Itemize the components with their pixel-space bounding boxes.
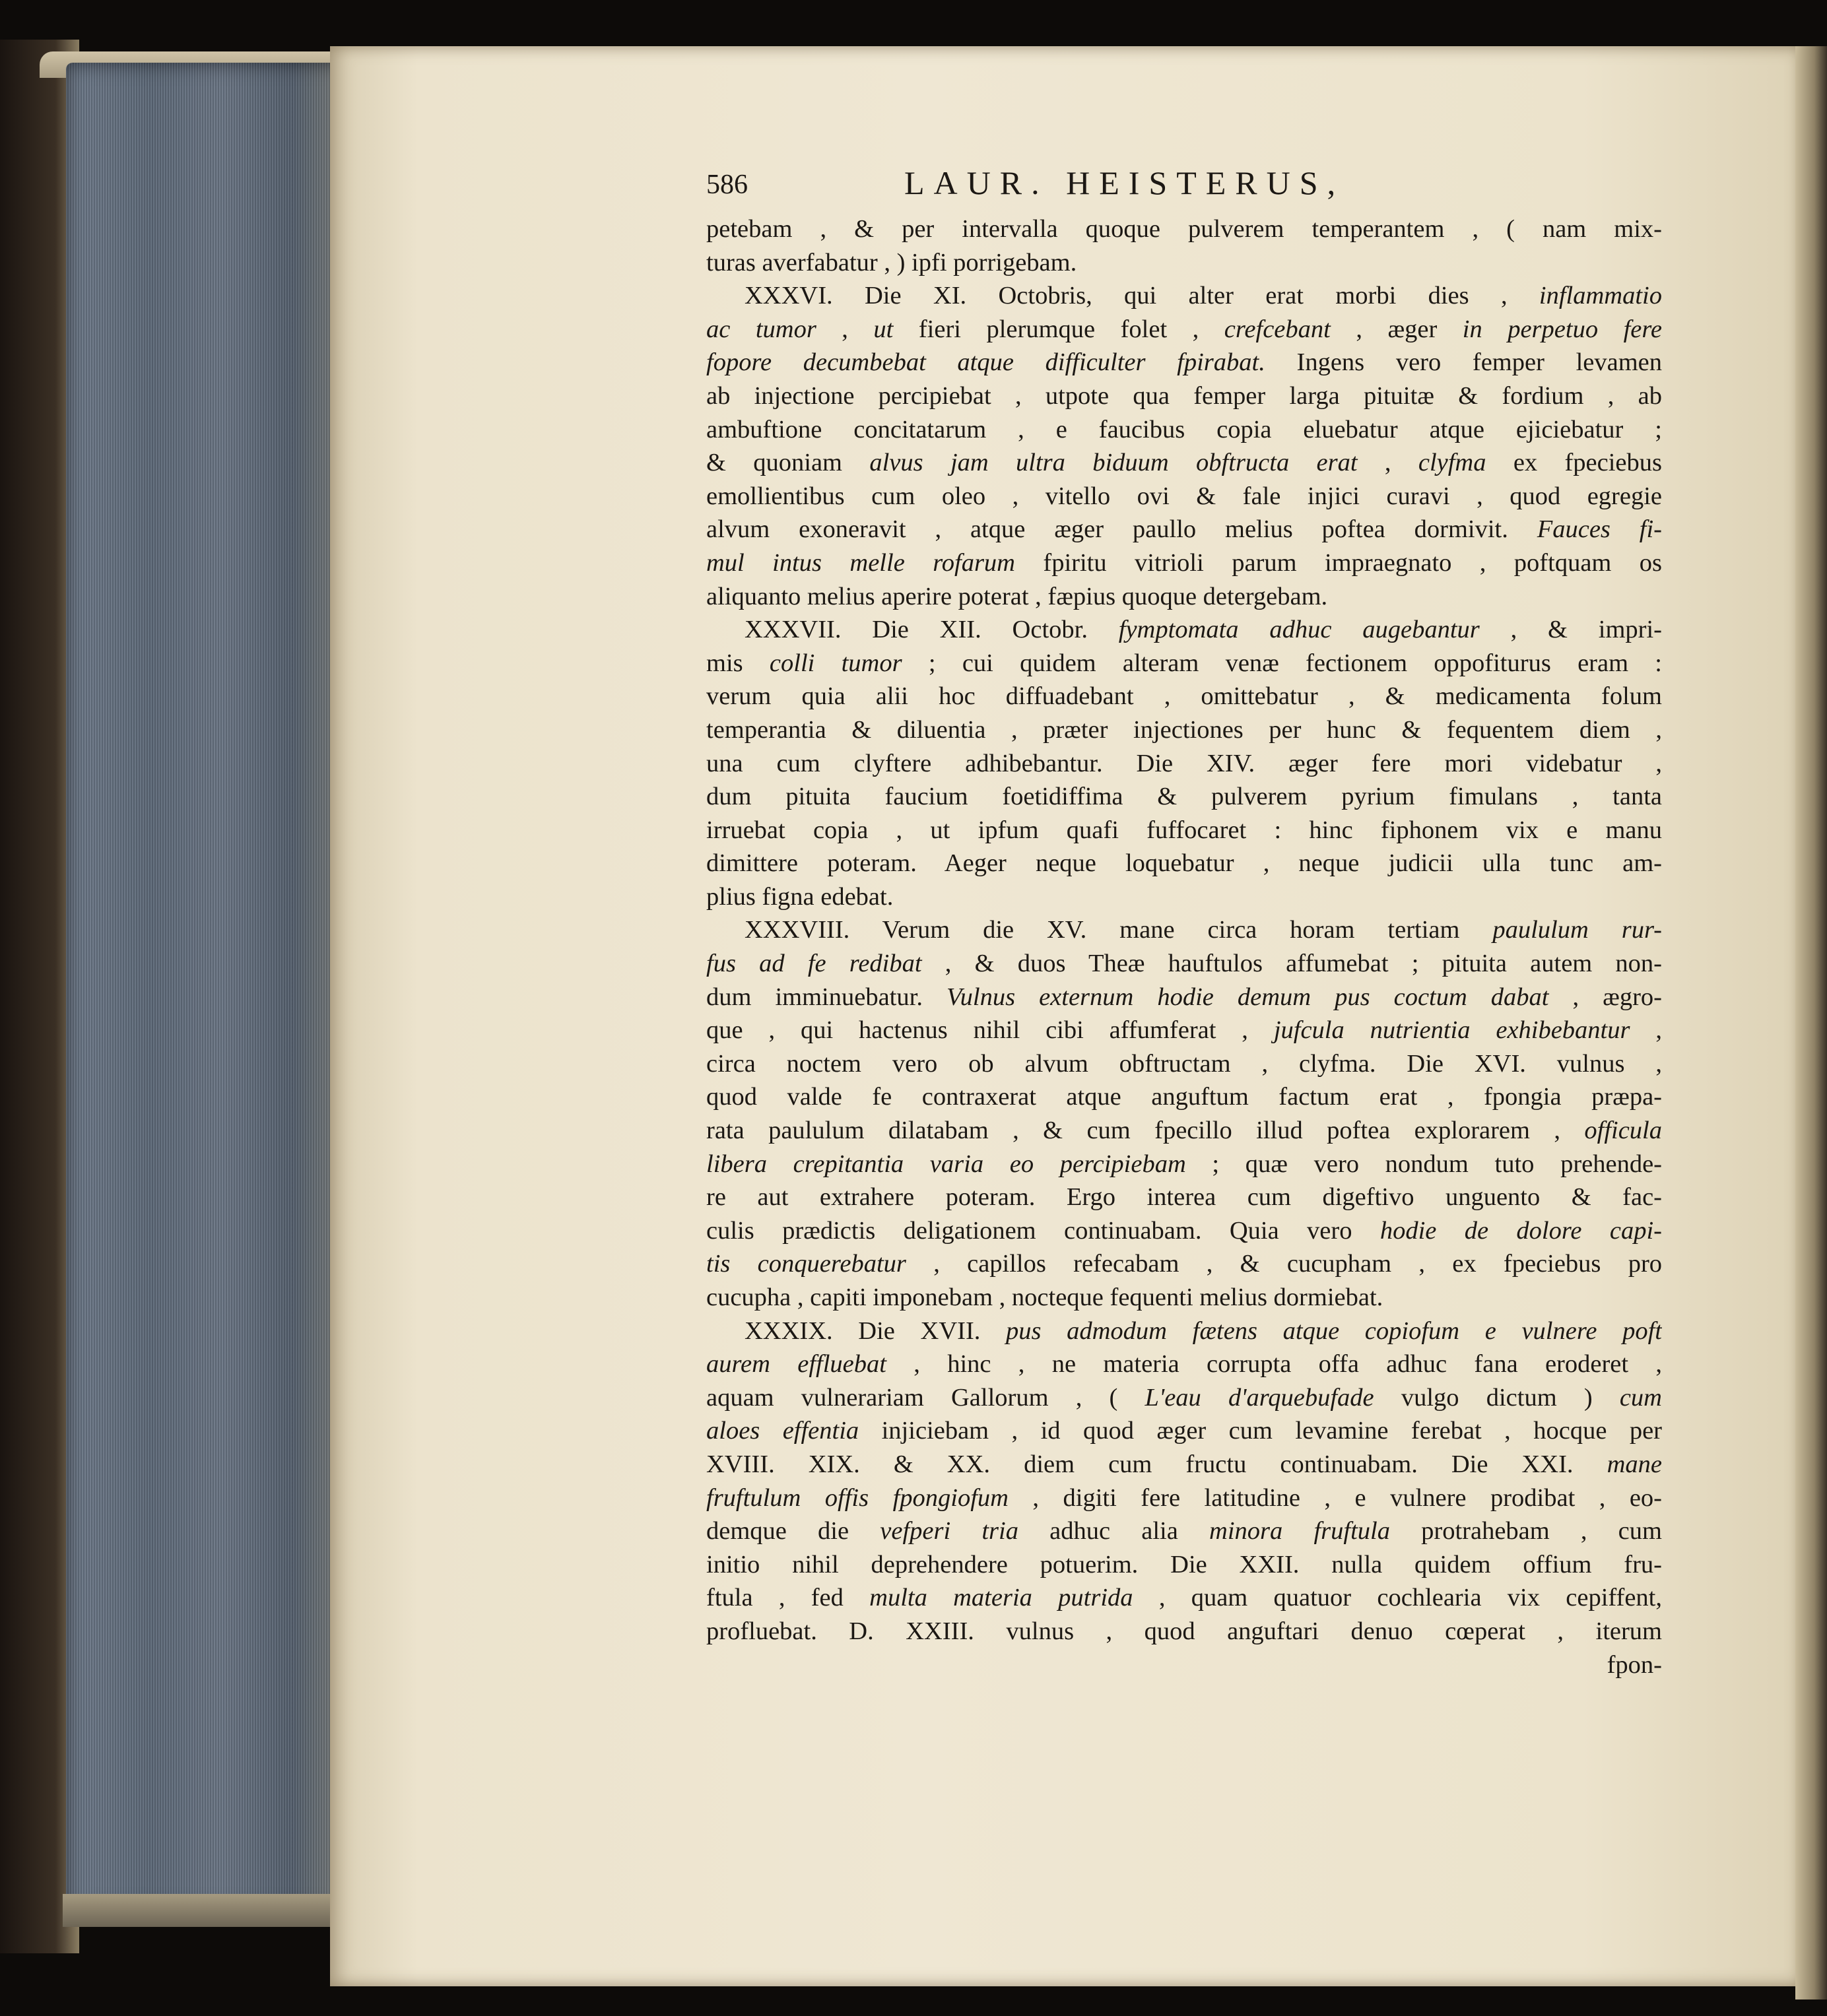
text-run: aquam vulnerariam Gallorum , (: [706, 1383, 1145, 1412]
text-line: [706, 480, 1662, 513]
italic-text: minora fruftula: [1209, 1517, 1390, 1545]
text-run: ; cui quidem alteram venæ fectionem oppofiturus eram :: [902, 649, 1662, 677]
text-line: [706, 913, 1662, 947]
italic-text: clyfma: [1418, 449, 1486, 477]
text-line: [706, 847, 1662, 880]
text-run: vulgo dictum ): [1374, 1383, 1620, 1412]
text-run: XXXVII. Die XII. Octobr.: [745, 616, 1119, 644]
italic-text: paululum rur-: [1492, 916, 1662, 944]
text-run: plius figna edebat.: [706, 882, 894, 911]
text-run: temperantia & diluentia , præter injectiones per hunc & fequentem diem ,: [706, 715, 1662, 744]
italic-text: tis conquerebatur: [706, 1250, 906, 1278]
running-head-title: LAUR. HEISTERUS,: [904, 164, 1345, 201]
text-run: Ingens vero femper levamen: [1265, 348, 1662, 377]
text-run: re aut extrahere poteram. Ergo interea cum digeftivo unguento & fac-: [706, 1183, 1662, 1212]
text-line: [706, 1548, 1662, 1582]
page-number: 586: [706, 170, 748, 200]
running-head: [706, 156, 1662, 209]
text-run: cucupha , capiti imponebam , nocteque fequenti melius dormiebat.: [706, 1284, 1383, 1311]
text-run: XVIII. XIX. & XX. diem cum fructu continuabam. Die XXI.: [706, 1450, 1607, 1478]
text-run: , & duos Theæ hauftulos affumebat ; pituita autem non-: [921, 950, 1662, 978]
text-line: [706, 1514, 1662, 1548]
text-run: initio nihil deprehendere potuerim. Die XXII. nulla quidem offium fru-: [706, 1550, 1662, 1578]
italic-text: Fauces fi-: [1537, 515, 1662, 544]
text-run: culis prædictis deligationem continuabam. Quia vero: [706, 1216, 1380, 1245]
italic-text: vefperi tria: [880, 1517, 1018, 1545]
text-run: XXXVIII. Verum die XV. mane circa horam tertiam: [745, 916, 1493, 944]
text-line: [706, 1481, 1662, 1515]
text-line: [706, 981, 1662, 1014]
text-line: [706, 747, 1662, 781]
text-run: XXXIX. Die XVII.: [745, 1317, 1007, 1345]
text-line: [706, 680, 1662, 713]
text-run: XXXVI. Die XI. Octobris, qui alter erat morbi dies ,: [745, 282, 1539, 310]
text-line: [706, 1581, 1662, 1615]
italic-text: aurem effluebat: [706, 1350, 886, 1379]
text-run: rata paululum dilatabam , & cum fpecillo illud poftea explorarem ,: [706, 1117, 1585, 1145]
text-run: ab injectione percipiebat , utpote qua femper larga pituitæ & fordium , ab: [706, 381, 1662, 410]
text-run: , quam quatuor cochlearia vix cepiffent,: [1133, 1584, 1662, 1612]
text-run: ; quæ vero nondum tuto prehende-: [1185, 1150, 1662, 1178]
italic-text: ac tumor: [706, 315, 816, 343]
text-line: [706, 647, 1662, 680]
text-line: [706, 346, 1662, 379]
text-run: , ægro-: [1548, 983, 1662, 1011]
text-run: & quoniam: [706, 449, 870, 477]
italic-text: mane: [1607, 1450, 1662, 1478]
text-line: [706, 814, 1662, 847]
text-line: [706, 580, 1662, 614]
italic-text: multa materia putrida: [869, 1584, 1133, 1612]
italic-text: fymptomata adhuc augebantur: [1118, 616, 1480, 644]
text-line: [706, 713, 1662, 747]
text-run: ,: [1630, 1016, 1662, 1045]
italic-text: fopore decumbebat atque difficulter fpirabat.: [706, 348, 1265, 377]
text-run: fpiritu vitrioli parum impraegnato , poftquam os: [1014, 548, 1662, 577]
italic-text: cum: [1619, 1383, 1662, 1412]
text-run: protrahebam , cum: [1389, 1517, 1662, 1545]
text-run: quod valde fe contraxerat atque anguftum factum erat , fpongia præpa-: [706, 1083, 1662, 1111]
text-run: injiciebam , id quod æger cum levamine ferebat , hocque per: [859, 1417, 1662, 1445]
text-run: , & impri-: [1479, 616, 1662, 644]
text-run: demque die: [706, 1517, 880, 1545]
text-line: [706, 1414, 1662, 1448]
italic-text: aloes effentia: [706, 1417, 859, 1445]
text-run: adhuc alia: [1018, 1517, 1210, 1545]
text-run: fieri plerumque folet ,: [893, 315, 1224, 343]
text-line: [706, 413, 1662, 447]
text-line: [706, 546, 1662, 580]
text-line: [706, 1114, 1662, 1148]
text-run: dum pituita faucium foetidiffima & pulverem pyrium fimulans , tanta: [706, 783, 1662, 811]
text-line: [706, 1315, 1662, 1348]
text-line: [706, 446, 1662, 480]
italic-text: mul intus melle rofarum: [706, 548, 1015, 577]
italic-text: fruftulum offis fpongiofum: [706, 1483, 1009, 1512]
page-text-block: [706, 156, 1662, 1681]
text-run: ftula , fed: [706, 1584, 870, 1612]
page-block-bottom: [63, 1894, 353, 1927]
italic-text: pus admodum fætens atque copiofum e vulnere poft: [1006, 1317, 1662, 1345]
text-line: [706, 1181, 1662, 1214]
text-run: , æger: [1330, 315, 1463, 343]
text-run: fpon-: [1607, 1650, 1662, 1679]
text-run: una cum clyftere adhibebantur. Die XIV. æger fere mori videbatur ,: [706, 749, 1662, 777]
italic-text: crefcebant: [1224, 315, 1331, 343]
text-run: verum quia alii hoc diffuadebant , omittebatur , & medicamenta folum: [706, 682, 1662, 711]
italic-text: hodie de dolore capi-: [1379, 1216, 1662, 1245]
italic-text: officula: [1584, 1117, 1662, 1145]
text-run: , hinc , ne materia corrupta offa adhuc fana eroderet ,: [886, 1350, 1662, 1379]
text-line: [706, 313, 1662, 346]
italic-text: Vulnus externum hodie demum pus coctum dabat: [946, 983, 1549, 1011]
text-line: [706, 1448, 1662, 1481]
text-line: [706, 513, 1662, 546]
text-line: [706, 1281, 1662, 1315]
italic-text: libera crepitantia varia eo percipiebam: [706, 1150, 1186, 1178]
italic-text: ut: [873, 315, 894, 343]
text-run: ambuftione concitatarum , e faucibus copia eluebatur atque ejiciebatur ;: [706, 415, 1662, 443]
italic-text: in perpetuo fere: [1462, 315, 1662, 343]
facing-page-edge: [1795, 46, 1827, 2000]
text-line: [706, 780, 1662, 814]
italic-text: alvus jam ultra biduum obftructa erat: [869, 449, 1358, 477]
text-line: [706, 1247, 1662, 1281]
text-line: [706, 1348, 1662, 1381]
text-line: [706, 1381, 1662, 1415]
body-text: [706, 212, 1662, 1681]
text-line: [706, 613, 1662, 647]
text-run: , capillos refecabam , & cucupham , ex fpeciebus pro: [906, 1250, 1662, 1278]
italic-text: jufcula nutrientia exhibebantur: [1273, 1016, 1630, 1045]
text-run: petebam , & per intervalla quoque pulverem temperantem , ( nam mix-: [706, 215, 1662, 243]
text-run: circa noctem vero ob alvum obftructam , clyfma. Die XVI. vulnus ,: [706, 1049, 1662, 1078]
text-line: [706, 947, 1662, 981]
text-run: ex fpeciebus: [1486, 449, 1662, 477]
text-run: ,: [816, 315, 874, 343]
text-run: turas averfabatur , ) ipfi porrigebam.: [706, 248, 1077, 276]
text-line: [706, 1080, 1662, 1114]
italic-text: fus ad fe redibat: [706, 950, 922, 978]
text-line: [706, 1047, 1662, 1081]
text-run: alvum exoneravit , atque æger paullo melius poftea dormivit.: [706, 515, 1537, 544]
text-run: , digiti fere latitudine , e vulnere prodibat , eo-: [1008, 1483, 1662, 1512]
italic-text: L'eau d'arquebufade: [1145, 1383, 1374, 1412]
italic-text: colli tumor: [769, 649, 902, 677]
text-run: mis: [706, 649, 770, 677]
text-line: [706, 246, 1662, 280]
text-run: aliquanto melius aperire poterat , fæpius quoque detergebam.: [706, 582, 1328, 610]
text-run: emollientibus cum oleo , vitello ovi & fale injici curavi , quod egregie: [706, 482, 1662, 510]
text-line: [706, 880, 1662, 914]
catchword: [706, 1648, 1662, 1682]
text-run: irruebat copia , ut ipfum quafi fuffocaret : hinc fiphonem vix e manu: [706, 816, 1662, 844]
text-line: [706, 212, 1662, 246]
text-line: [706, 1014, 1662, 1047]
text-run: profluebat. D. XXIII. vulnus , quod anguftari denuo cœperat , iterum: [706, 1617, 1662, 1645]
text-run: dum imminuebatur.: [706, 983, 947, 1011]
text-line: [706, 1214, 1662, 1248]
text-line: [706, 279, 1662, 313]
text-run: que , qui hactenus nihil cibi affumferat ,: [706, 1016, 1274, 1045]
text-line: [706, 379, 1662, 413]
italic-text: inflammatio: [1539, 282, 1662, 310]
text-run: ,: [1357, 449, 1418, 477]
book-fore-edge: [66, 63, 350, 1910]
text-run: dimittere poteram. Aeger neque loquebatur , neque judicii ulla tunc am-: [706, 849, 1662, 878]
text-line: [706, 1615, 1662, 1648]
text-line: [706, 1148, 1662, 1181]
